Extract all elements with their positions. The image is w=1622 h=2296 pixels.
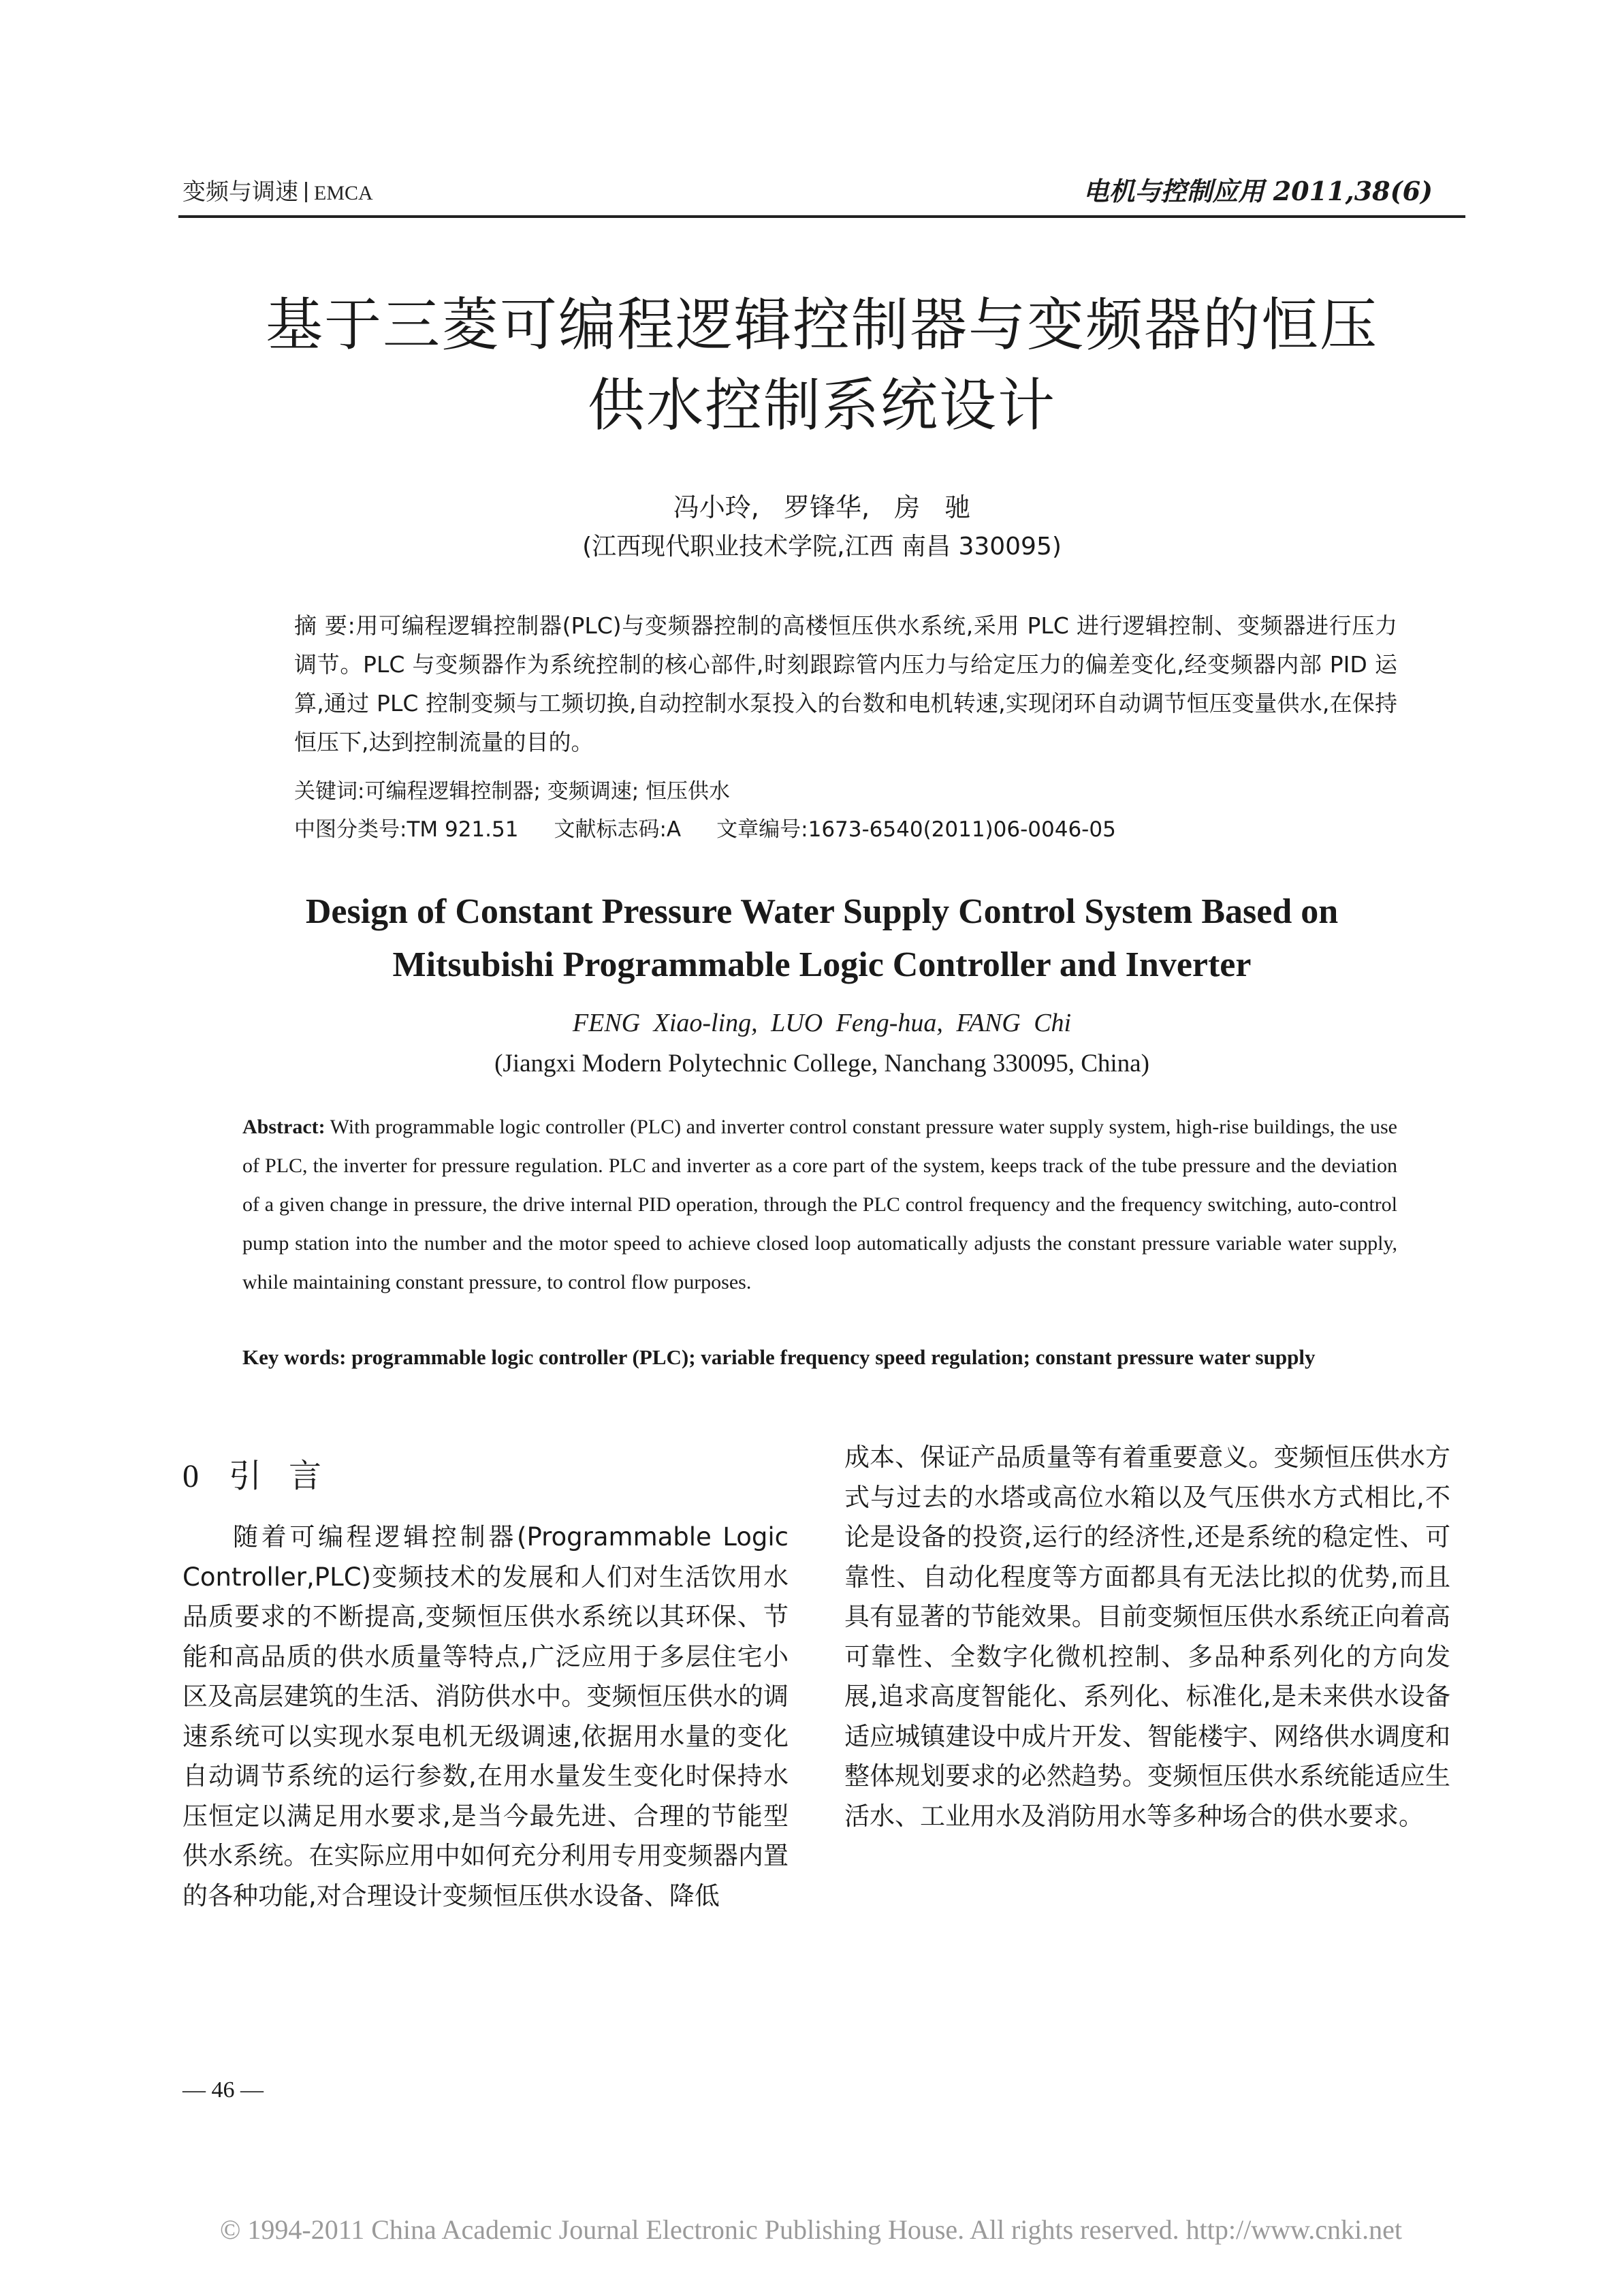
running-header-right: 电机与控制应用 2011,38(6) xyxy=(1083,176,1433,206)
abstract-en xyxy=(242,1107,1397,1302)
keywords-cn-label: 关键词: xyxy=(294,779,365,804)
body-column-left: 随着可编程逻辑控制器(Programmable Logic Controller,PLC)变频技术的发展和人们对生活饮用水品质要求的不断提高,变频恒压供水系统以其环保、节能和高品质的供水质量等特点,广泛应用于多层住宅小区及高层建筑的生活、消防供水中。变频恒压供水的调速系统可以实现水泵电机无级调速,依据用水量的变化自动调节系统的运行参数,在用水量发生变化时保持水压恒定以满足用水要求,是当今最先进、合理的节能型供水系统。在实际应用中如何充分利用专用变频器内置的各种功能,对合理设计变频恒压供水设备、降低 xyxy=(182,1522,789,1910)
abstract-en-label: Abstract: xyxy=(242,1116,325,1138)
abstract-cn-label: 摘 要: xyxy=(294,612,355,639)
keywords-cn-text: 可编程逻辑控制器; 变频调速; 恒压供水 xyxy=(364,779,731,804)
doc-code-label: 文献标志码: xyxy=(554,817,667,842)
authors-en: FENG Xiao-ling, LUO Feng-hua, FANG Chi xyxy=(572,1009,1072,1037)
keywords-cn xyxy=(294,774,1452,804)
article-number-value: 1673-6540(2011)06-0046-05 xyxy=(808,817,1116,842)
page-number: — 46 — xyxy=(182,2077,264,2103)
header-rule xyxy=(178,215,1465,218)
section-number: 0 xyxy=(182,1458,199,1494)
copyright-footer: © 1994-2011 China Academic Journal Electronic Publishing House. All rights reserved. http://www.cnki.net xyxy=(219,2214,1402,2245)
keywords-en-label: Key words: xyxy=(242,1345,347,1369)
abstract-cn-text: 用可编程逻辑控制器(PLC)与变频器控制的高楼恒压供水系统,采用 PLC 进行逻辑控制、变频器进行压力调节。PLC 与变频器作为系统控制的核心部件,时刻跟踪管内压力与给定压力的偏差变化,经变频器内部 PID 运算,通过 PLC 控制变频与工频切换,自动控制水泵投入的台数和电机转速,实现闭环自动调节恒压变量供水,在保持恒压下,达到控制流量的目的。 xyxy=(294,612,1398,755)
authors-cn: 冯小玲, 罗锋华, 房 驰 xyxy=(673,492,971,522)
title-cn-line1: 基于三菱可编程逻辑控制器与变频器的恒压 xyxy=(265,292,1378,358)
abstract-en-text: With programmable logic controller (PLC) and inverter control constant pressure water supply system, high-rise buildings, the use of PLC, the inverter for pressure regulation. PLC and inverter as a core part of the system, keeps track of the tube pressure and the deviation of a given change in pressure, the drive internal PID operation, through the PLC control frequency and the frequency switching, auto-control pump station into the number and the motor speed to achieve closed loop automatically adjusts the constant pressure variable water supply, while maintaining constant pressure, to control flow purposes. xyxy=(242,1116,1397,1293)
body-column-right: 成本、保证产品质量等有着重要意义。变频恒压供水方式与过去的水塔或高位水箱以及气压供水方式相比,不论是设备的投资,运行的经济性,还是系统的稳定性、可靠性、自动化程度等方面都具有无法比拟的优势,而且具有显著的节能效果。目前变频恒压供水系统正向着高可靠性、全数字化微机控制、多品种系列化的方向发展,追求高度智能化、系列化、标准化,是未来供水设备适应城镇建设中成片开发、智能楼宇、网络供水调度和整体规划要求的必然趋势。变频恒压供水系统能适应生活水、工业用水及消防用水等多种场合的供水要求。 xyxy=(844,1443,1450,1831)
article-number-label: 文章编号: xyxy=(716,817,808,842)
section-title: 引言 xyxy=(229,1457,349,1495)
running-header-left xyxy=(182,173,373,206)
header-section-name: 变频与调速 xyxy=(182,178,298,206)
abstract-cn xyxy=(294,606,1397,761)
doc-code-value: A xyxy=(666,817,682,842)
affiliation-en: (Jiangxi Modern Polytechnic College, Nanchang 330095, China) xyxy=(494,1050,1149,1078)
clc-value: TM 921.51 xyxy=(407,817,519,842)
title-en-line1: Design of Constant Pressure Water Supply Control System Based on xyxy=(305,892,1339,931)
keywords-en xyxy=(242,1338,1397,1377)
classification-line xyxy=(294,812,1452,843)
section-heading-introduction xyxy=(182,1449,349,1496)
clc-label: 中图分类号: xyxy=(294,817,407,842)
affiliation-cn: (江西现代职业技术学院,江西 南昌 330095) xyxy=(582,533,1062,561)
keywords-en-text: programmable logic controller (PLC); variable frequency speed regulation; constant pressure water supply xyxy=(351,1345,1316,1369)
header-journal-abbrev: EMCA xyxy=(314,182,373,204)
header-separator xyxy=(305,182,307,202)
title-cn-line2: 供水控制系统设计 xyxy=(587,372,1056,439)
title-en-line2: Mitsubishi Programmable Logic Controller and Inverter xyxy=(392,945,1252,984)
